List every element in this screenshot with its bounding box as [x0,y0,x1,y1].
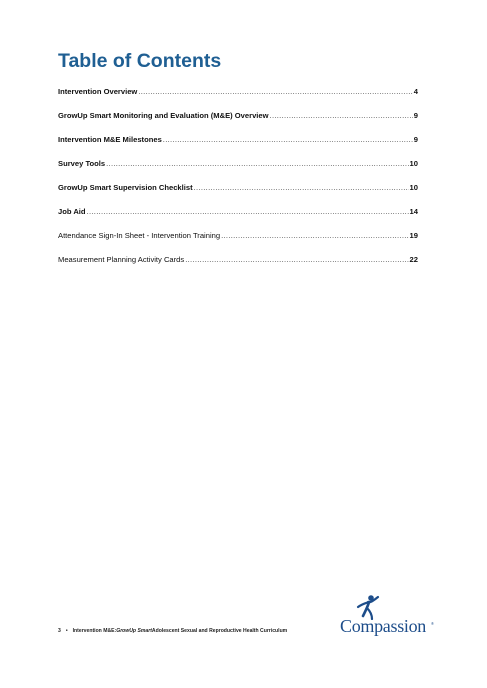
toc-entry-page-number: 22 [409,255,418,264]
toc-entry-page-number: 10 [409,183,418,192]
toc-dot-leader [163,135,413,144]
compassion-logo [340,594,434,638]
toc-entry-page-number: 4 [413,87,418,96]
toc-entry-page-number: 10 [409,159,418,168]
toc-entry[interactable] [58,255,418,279]
toc-dot-leader [138,87,412,96]
logo-wordmark: Compassion [340,616,427,636]
toc-list [58,87,418,279]
toc-entry-label: Intervention M&E Milestones [58,135,162,144]
toc-entry-label: Intervention Overview [58,87,138,96]
toc-entry-label: GrowUp Smart Supervision Checklist [58,183,193,192]
logo-registered-mark: ® [431,621,434,626]
toc-dot-leader [221,231,408,240]
toc-entry[interactable] [58,231,418,255]
toc-entry-label: GrowUp Smart Monitoring and Evaluation (M&E) Overview [58,111,269,120]
toc-entry[interactable] [58,183,418,207]
toc-entry-page-number: 9 [413,111,418,120]
toc-entry-page-number: 19 [409,231,418,240]
toc-dot-leader [270,111,413,120]
footer-prefix: Intervention M&E: [72,628,117,634]
page-title: Table of Contents [58,50,222,72]
footer-emphasis: GrowUp Smart [116,628,152,634]
toc-entry-label: Job Aid [58,207,86,216]
page-footer [58,628,287,634]
toc-entry[interactable] [58,135,418,159]
footer-page-number: 3 [58,628,61,634]
toc-dot-leader [106,159,408,168]
toc-entry-label: Attendance Sign-In Sheet - Intervention Training [58,231,221,240]
toc-entry-label: Survey Tools [58,159,106,168]
toc-dot-leader [87,207,409,216]
toc-entry-page-number: 14 [409,207,418,216]
toc-entry[interactable] [58,159,418,183]
toc-entry-page-number: 9 [413,135,418,144]
toc-dot-leader [194,183,409,192]
toc-entry[interactable] [58,207,418,231]
toc-entry[interactable] [58,87,418,111]
toc-entry-label: Measurement Planning Activity Cards [58,255,185,264]
toc-dot-leader [185,255,408,264]
toc-entry[interactable] [58,111,418,135]
footer-suffix: Adolescent Sexual and Reproductive Health Curriculum [151,628,288,634]
footer-bullet: • [65,628,68,634]
